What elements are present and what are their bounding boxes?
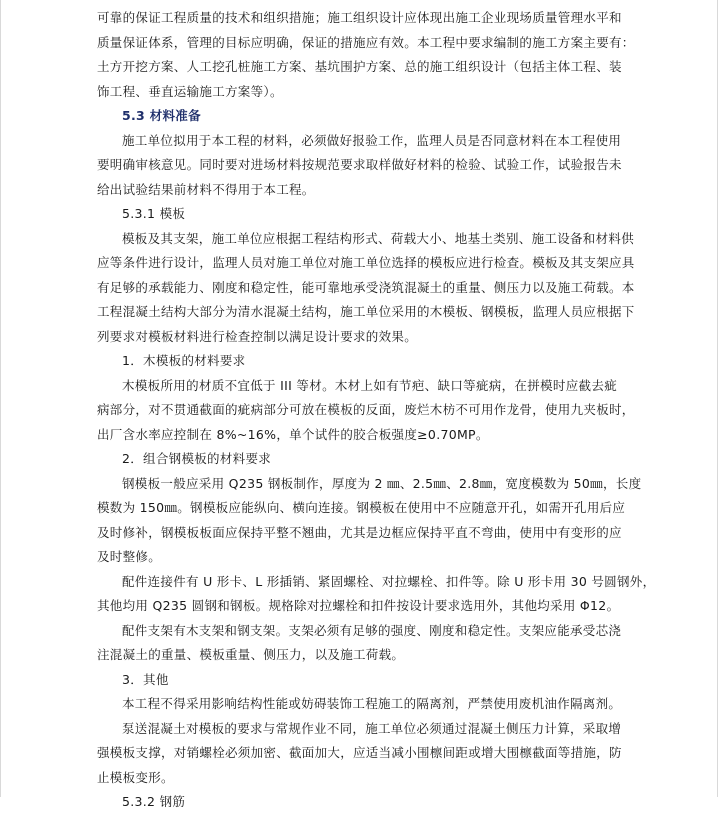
- paragraph-line: 饰工程、垂直运输施工方案等）。: [97, 83, 283, 99]
- subsection-heading: 2．组合钢模板的材料要求: [122, 451, 272, 466]
- subsection-heading: 5.3.1 模板: [122, 206, 186, 221]
- paragraph-line: 土方开挖方案、人工挖孔桩施工方案、基坑围护方案、总的施工组织设计（包括主体工程、装: [97, 59, 622, 74]
- paragraph-first-line: 施工单位拟用于本工程的材料，必须做好报验工作，监理人员是否同意材料在本工程使用: [122, 132, 622, 148]
- paragraph-line: 病部分，对不贯通截面的疵病部分可放在模板的反面，废烂木枋不可用作龙骨，使用九夹板时，: [97, 402, 635, 417]
- paragraph-first-line: 配件支架有木支架和钢支架。支架必须有足够的强度、刚度和稳定性。支架应能承受芯浇: [122, 622, 622, 638]
- section-heading: 5.3 材料准备: [122, 108, 201, 123]
- paragraph-line: 其他均用 Q235 圆钢和钢板。规格除对拉螺栓和扣件按设计要求选用外，其他均采用 Φ12。: [97, 598, 620, 613]
- paragraph-line: 列要求对模板材料进行检查控制以满足设计要求的效果。: [97, 328, 418, 344]
- paragraph-line: 止模板变形。: [97, 769, 174, 785]
- subsection-heading: 5.3.2 钢筋: [122, 794, 186, 809]
- paragraph-line: 工程混凝土结构大部分为清水混凝土结构，施工单位采用的木模板、钢模板，监理人员应根据下: [97, 304, 635, 319]
- paragraph-line: 出厂含水率应控制在 8%~16%，单个试件的胶合板强度≥0.70MP。: [97, 426, 489, 442]
- paragraph-first-line: 木模板所用的材质不宜低于 III 等材。木材上如有节疤、缺口等疵病，在拼模时应截去疵: [122, 377, 617, 393]
- paragraph-line: 可靠的保证工程质量的技术和组织措施；施工组织设计应体现出施工企业现场质量管理水平和: [97, 10, 622, 25]
- paragraph-line: 有足够的承载能力、刚度和稳定性，能可靠地承受浇筑混凝土的重量、侧压力以及施工荷载。本: [97, 279, 635, 295]
- paragraph-line: 应等条件进行设计，监理人员对施工单位对施工单位选择的模板应进行检查。模板及其支架应具: [97, 255, 635, 270]
- paragraph-line: 强模板支撑，对销螺栓必须加密、截面加大，应适当减小围檩间距或增大围檩截面等措施，防: [97, 745, 622, 760]
- paragraph-line: 及时整修。: [97, 549, 162, 564]
- subsection-heading: 3．其他: [122, 671, 169, 687]
- paragraph-first-line: 钢模板一般应采用 Q235 钢板制作，厚度为 2 ㎜、2.5㎜、2.8㎜，宽度模数为 50㎜，长度: [122, 475, 642, 491]
- paragraph-line: 要明确审核意见。同时要对进场材料按规范要求取样做好材料的检验、试验工作，试验报告未: [97, 157, 622, 172]
- paragraph-first-line: 模板及其支架，施工单位应根据工程结构形式、荷载大小、地基土类别、施工设备和材料供: [122, 230, 635, 246]
- paragraph-first-line: 泵送混凝土对模板的要求与常规作业不同，施工单位必须通过混凝土侧压力计算，采取增: [122, 720, 622, 736]
- paragraph-line: 给出试验结果前材料不得用于本工程。: [97, 181, 315, 197]
- paragraph-first-line: 本工程不得采用影响结构性能或妨碍装饰工程施工的隔离剂，严禁使用废机油作隔离剂。: [122, 696, 622, 711]
- paragraph-line: 注混凝土的重量、模板重量、侧压力，以及施工荷载。: [97, 647, 405, 662]
- paragraph-line: 及时修补，钢模板板面应保持平整不翘曲，尤其是边框应保持平直不弯曲，使用中有变形的应: [97, 524, 622, 540]
- paragraph-line: 模数为 150㎜。钢模板应能纵向、横向连接。钢模板在使用中不应随意开孔，如需开孔用后应: [97, 500, 626, 515]
- subsection-heading: 1．木模板的材料要求: [122, 353, 246, 368]
- document-body: [97, 6, 656, 815]
- paragraph-first-line: 配件连接件有 U 形卡、L 形插销、紧固螺栓、对拉螺栓、扣件等。除 U 形卡用 30 号圆钢外，: [122, 573, 656, 589]
- paragraph-line: 质量保证体系，管理的目标应明确，保证的措施应有效。本工程中要求编制的施工方案主要有：: [97, 34, 635, 50]
